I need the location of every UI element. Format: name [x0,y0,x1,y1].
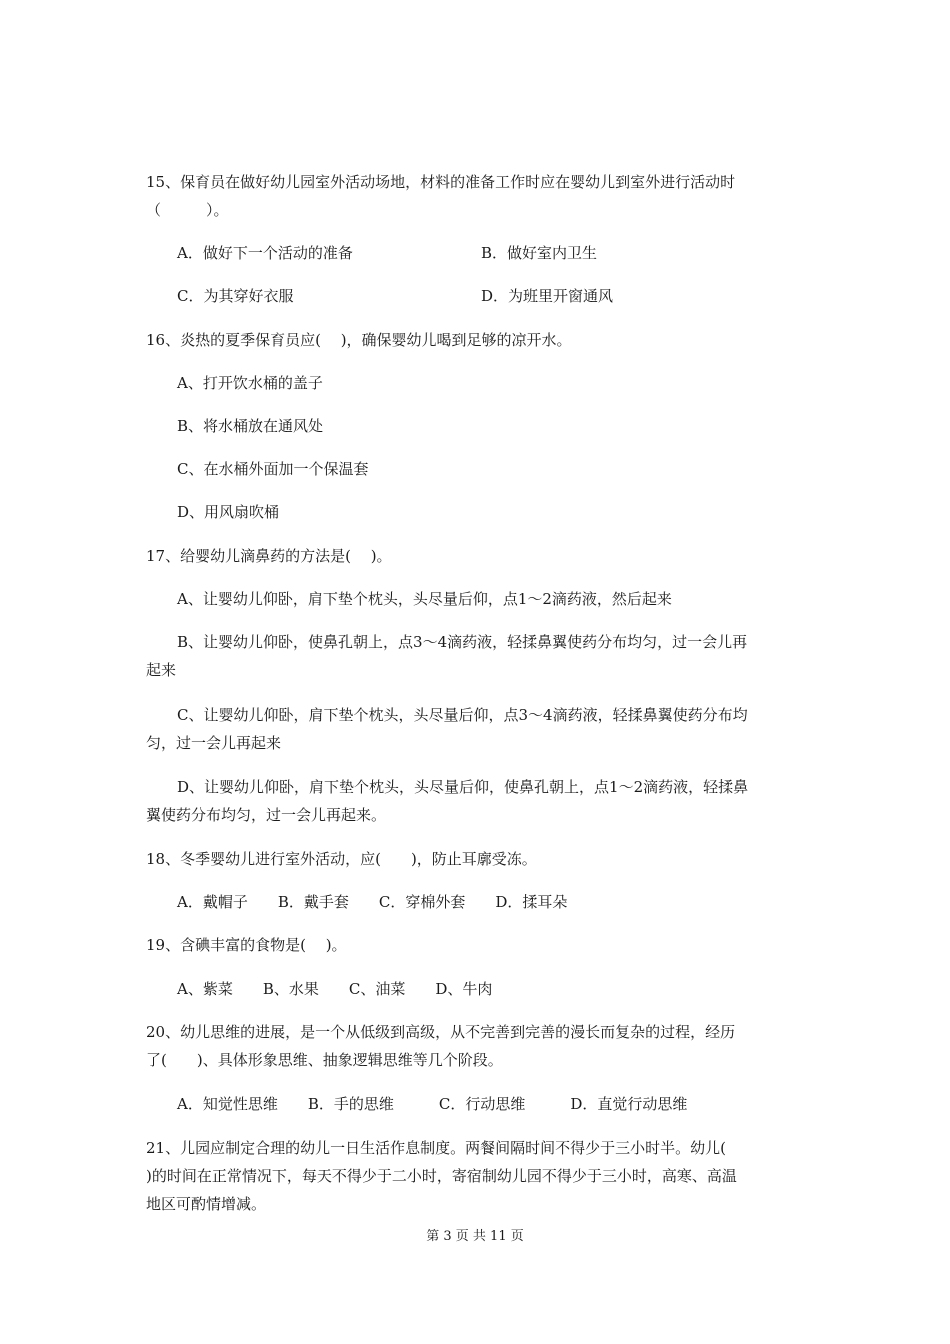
q18-options: A．戴帽子 B．戴手套 C．穿棉外套 D．揉耳朵 [177,893,568,911]
q21-stem-line3: 地区可酌情增减。 [146,1195,267,1213]
q19-stem: 19、含碘丰富的食物是( )。 [146,936,347,954]
q15-option-a: A．做好下一个活动的准备 [177,244,353,262]
q17-stem: 17、给婴幼儿滴鼻药的方法是( )。 [146,547,392,565]
q17-option-d-line1: D、让婴幼儿仰卧，肩下垫个枕头，头尽量后仰，使鼻孔朝上，点1～2滴药液，轻揉鼻 [177,778,749,796]
q17-option-b-line2: 起来 [146,661,177,679]
q16-option-c: C、在水桶外面加一个保温套 [177,460,369,478]
q20-options: A．知觉性思维 B．手的思维 C．行动思维 D．直觉行动思维 [177,1095,688,1113]
q16-option-d: D、用风扇吹桶 [177,503,280,521]
q15-stem-line1: 15、保育员在做好幼儿园室外活动场地，材料的准备工作时应在婴幼儿到室外进行活动时 [146,173,736,191]
q15-option-c: C．为其穿好衣服 [177,287,294,305]
page-number: 第 3 页 共 11 页 [426,1229,524,1244]
q17-option-d-line2: 翼使药分布均匀，过一会儿再起来。 [146,806,387,824]
q16-option-a: A、打开饮水桶的盖子 [177,374,323,392]
q21-stem-line1: 21、儿园应制定合理的幼儿一日生活作息制度。两餐间隔时间不得少于三小时半。幼儿( [146,1139,726,1157]
q16-option-b: B、将水桶放在通风处 [177,417,324,435]
q19-options: A、紫菜 B、水果 C、油菜 D、牛肉 [177,980,493,998]
q15-option-b: B．做好室内卫生 [481,244,598,262]
q18-stem: 18、冬季婴幼儿进行室外活动，应( )，防止耳廓受冻。 [146,850,537,868]
q17-option-c-line2: 匀，过一会儿再起来 [146,734,282,752]
q20-stem-line1: 20、幼儿思维的进展，是一个从低级到高级，从不完善到完善的漫长而复杂的过程，经历 [146,1023,736,1041]
q15-stem-line2: （ ）。 [146,201,229,219]
q17-option-b-line1: B、让婴幼儿仰卧，使鼻孔朝上，点3～4滴药液，轻揉鼻翼使药分布均匀，过一会儿再 [177,633,748,651]
q20-stem-line2: 了( )、具体形象思维、抽象逻辑思维等几个阶段。 [146,1051,503,1069]
q21-stem-line2: )的时间在正常情况下，每天不得少于二小时，寄宿制幼儿园不得少于三小时，高寒、高温 [146,1167,737,1185]
q17-option-c-line1: C、让婴幼儿仰卧，肩下垫个枕头，头尽量后仰，点3～4滴药液，轻揉鼻翼使药分布均 [177,706,748,724]
q15-option-d: D．为班里开窗通风 [481,287,614,305]
q16-stem: 16、炎热的夏季保育员应( )，确保婴幼儿喝到足够的凉开水。 [146,331,572,349]
q17-option-a: A、让婴幼儿仰卧，肩下垫个枕头，头尽量后仰，点1～2滴药液，然后起来 [177,590,672,608]
